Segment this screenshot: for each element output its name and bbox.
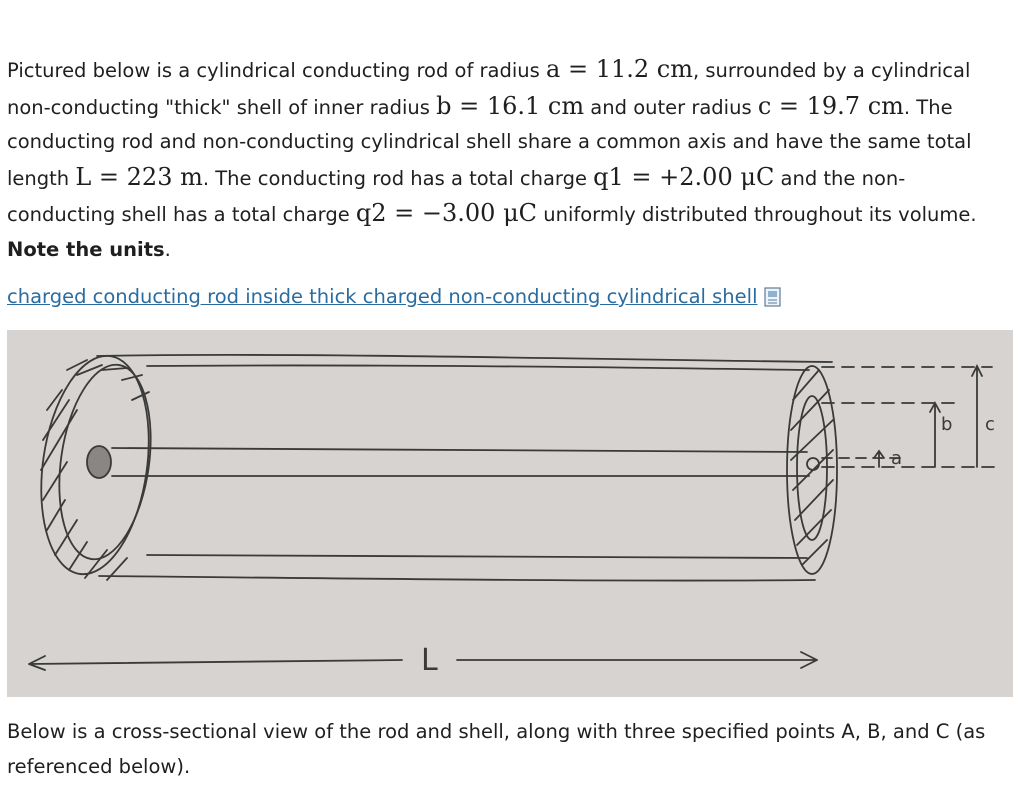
sketch-background — [7, 330, 1013, 697]
label-a: a — [891, 448, 903, 469]
radius-b-equation: b = 16.1 cm — [436, 91, 585, 120]
radius-c-equation: c = 19.7 cm — [757, 91, 904, 120]
note-units: Note the units — [7, 237, 165, 261]
cylinder-sketch — [7, 330, 1013, 697]
label-L: L — [421, 643, 438, 678]
problem-text-7: uniformly distributed throughout its volume. — [537, 203, 977, 226]
document-icon[interactable] — [764, 286, 782, 308]
length-equation: L = 223 m — [75, 162, 203, 191]
left-rod-end — [87, 446, 111, 478]
charge-q1-equation: q1 = +2.00 μC — [593, 162, 775, 191]
problem-text-2: , surrounded by a cylindrical non-conducting "thick" shell of inner radius — [7, 59, 971, 119]
problem-statement — [7, 52, 1007, 267]
label-b: b — [941, 414, 953, 435]
charge-q2-equation: q2 = −3.00 μC — [355, 199, 538, 227]
problem-text-5: . The conducting rod has a total charge — [202, 166, 594, 190]
cross-section-caption: Below is a cross-sectional view of the rod and shell, along with three specified points A, B, and C (as referenced below). — [7, 720, 986, 778]
figure-link[interactable]: charged conducting rod inside thick charged non-conducting cylindrical shell — [7, 285, 758, 308]
label-c: c — [985, 414, 995, 435]
problem-text-1: Pictured below is a cylindrical conducting rod of radius — [7, 59, 547, 82]
problem-text-4: . The conducting rod and non-conducting cylindrical shell share a common axis and have the same total length — [7, 95, 972, 190]
problem-text-3: and outer radius — [584, 95, 758, 119]
problem-period: . — [164, 237, 171, 261]
figure-link-row — [7, 282, 782, 312]
radius-a-equation: a = 11.2 cm — [546, 55, 693, 83]
problem-text-6: and the non-conducting shell has a total charge — [7, 166, 906, 226]
cylinder-sketch-figure — [7, 330, 1013, 697]
